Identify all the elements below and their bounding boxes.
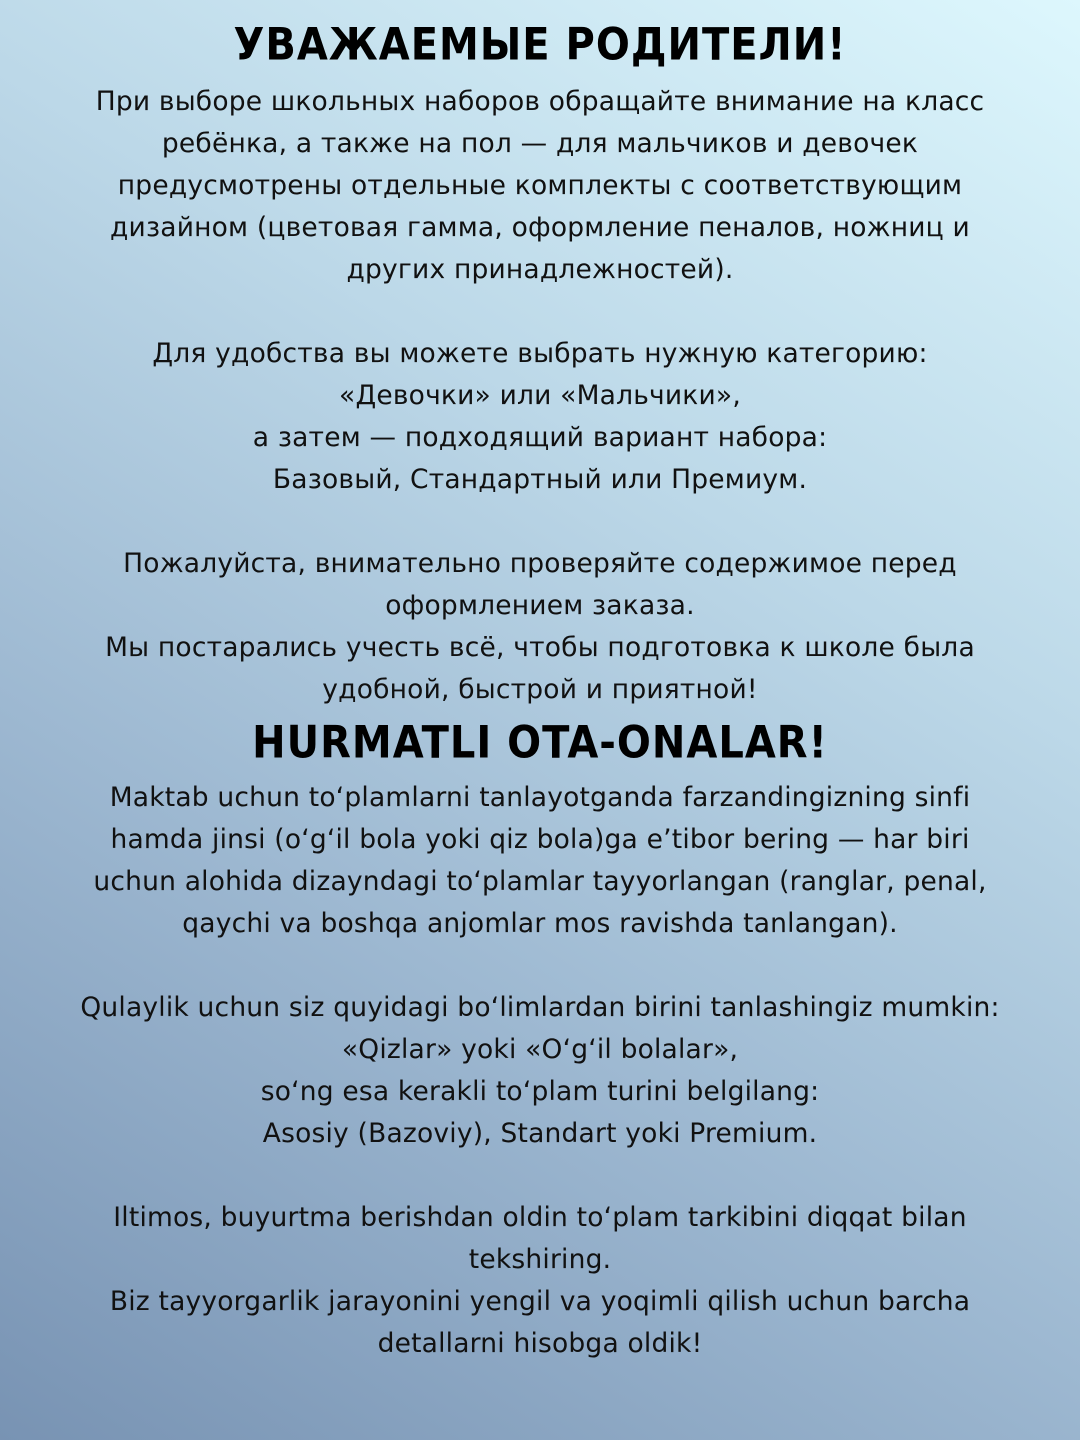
text-line: hamda jinsi (o‘g‘il bola yoki qiz bola)ga e’tibor bering — har biri — [110, 824, 970, 855]
text-line: so‘ng esa kerakli to‘plam turini belgilang: — [260, 1076, 820, 1107]
text-line: uchun alohida dizayndagi to‘plamlar tayyorlangan (ranglar, penal, — [93, 866, 987, 897]
title-russian: УВАЖАЕМЫЕ РОДИТЕЛИ! — [233, 19, 847, 71]
text-line: удобной, быстрой и приятной! — [322, 674, 758, 705]
text-line: «Девочки» или «Мальчики», — [339, 380, 741, 411]
text-line: tekshiring. — [468, 1244, 612, 1275]
text-line: Базовый, Стандартный или Премиум. — [272, 464, 808, 495]
text-line: а затем — подходящий вариант набора: — [252, 422, 828, 453]
text-line: других принадлежностей). — [346, 254, 734, 285]
text-line: Iltimos, buyurtma berishdan oldin to‘plam tarkibini diqqat bilan — [113, 1202, 967, 1233]
text-line: «Qizlar» yoki «O‘g‘il bolalar», — [341, 1034, 739, 1065]
text-line: ребёнка, а также на пол — для мальчиков и девочек — [161, 128, 919, 159]
text-line: detallarni hisobga oldik! — [377, 1328, 703, 1359]
text-line: Пожалуйста, внимательно проверяйте содержимое перед — [123, 548, 957, 579]
text-line: qaychi va boshqa anjomlar mos ravishda tanlangan). — [182, 908, 898, 939]
text-line: Мы постарались учесть всё, чтобы подготовка к школе была — [105, 632, 975, 663]
title-uzbek: HURMATLI OTA-ONALAR! — [252, 717, 828, 769]
text-line: Qulaylik uchun siz quyidagi bo‘limlardan birini tanlashingiz mumkin: — [80, 992, 1000, 1023]
text-line: дизайном (цветовая гамма, оформление пеналов, ножниц и — [110, 212, 970, 243]
text-line: Biz tayyorgarlik jarayonini yengil va yoqimli qilish uchun barcha — [109, 1286, 971, 1317]
text-line: предусмотрены отдельные комплекты с соответствующим — [117, 170, 963, 201]
text-line: Asosiy (Bazoviy), Standart yoki Premium. — [262, 1118, 818, 1149]
text-line: Для удобства вы можете выбрать нужную категорию: — [152, 338, 928, 369]
text-line: оформлением заказа. — [385, 590, 695, 621]
text-line: При выборе школьных наборов обращайте внимание на класс — [95, 86, 985, 117]
text-line: Maktab uchun to‘plamlarni tanlayotganda farzandingizning sinfi — [109, 782, 971, 813]
